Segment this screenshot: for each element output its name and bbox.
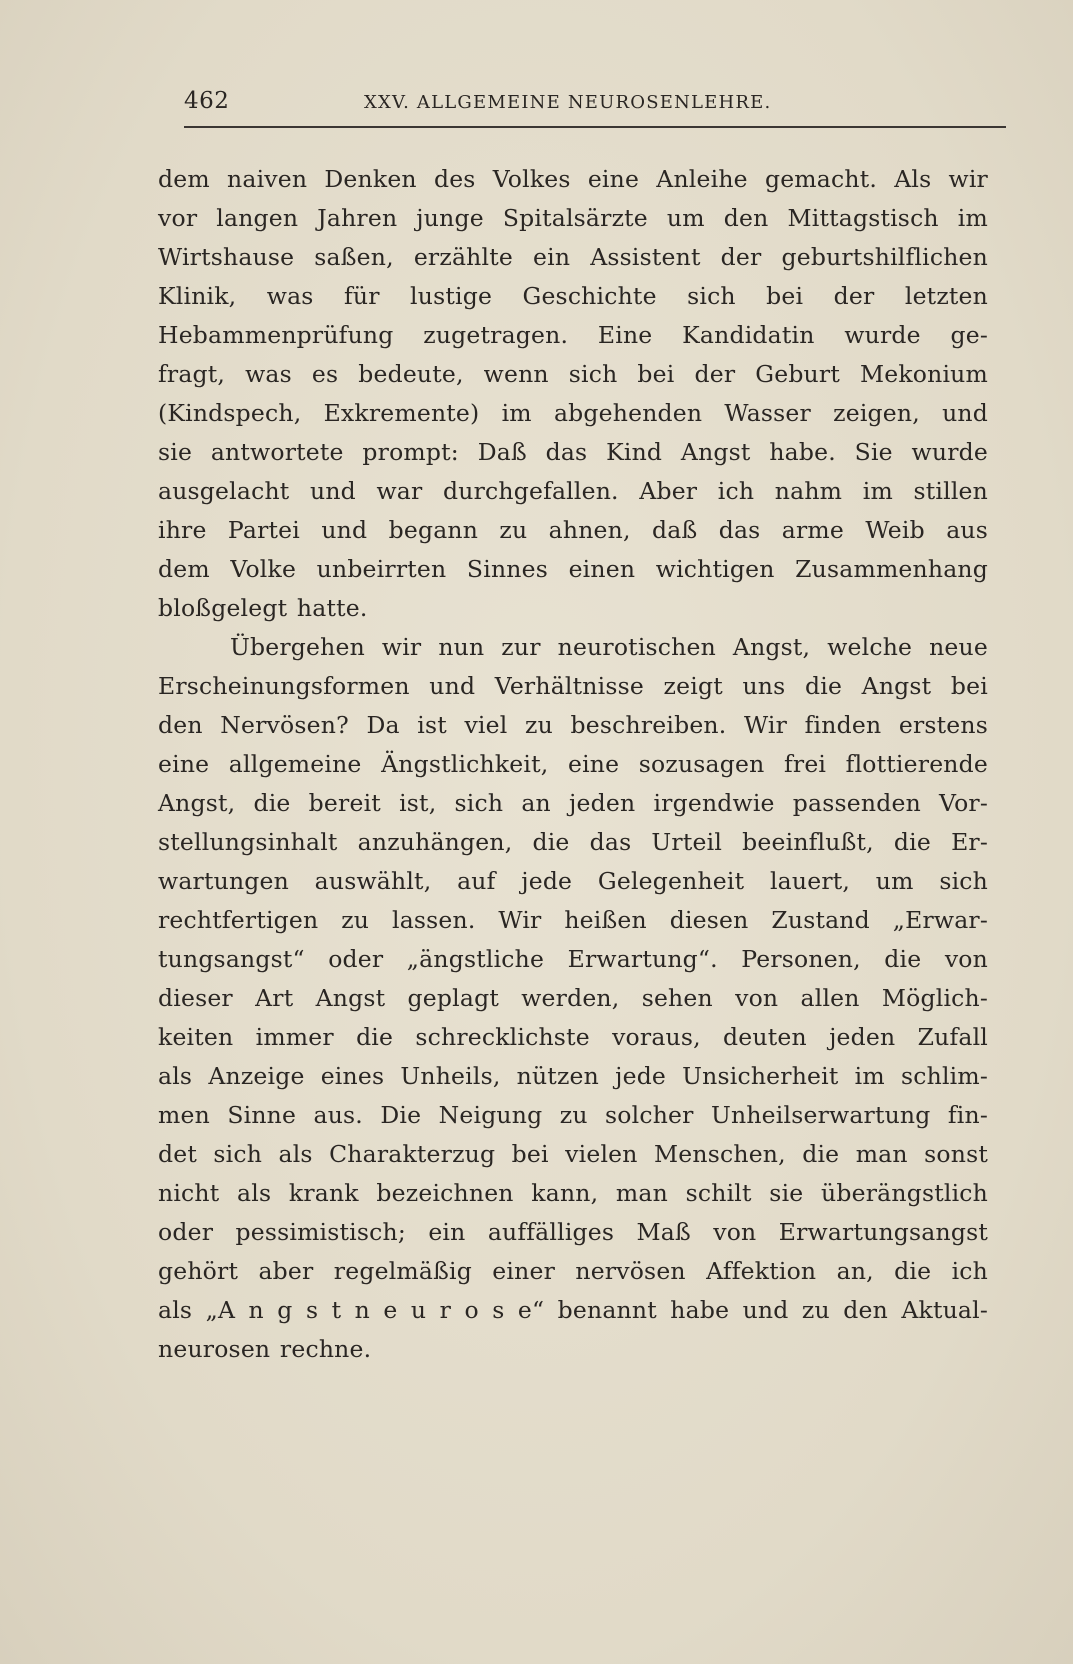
text-line: neurosen rechne.	[158, 1335, 372, 1363]
text-line: men Sinne aus. Die Neigung zu solcher Unheilserwartung fin-	[158, 1101, 988, 1129]
text-line: nicht als krank bezeichnen kann, man schilt sie überängstlich	[158, 1179, 988, 1207]
text-line: dem Volke unbeirrten Sinnes einen wichtigen Zusammenhang	[158, 555, 988, 583]
text-line: als Anzeige eines Unheils, nützen jede Unsicherheit im schlim-	[158, 1062, 988, 1090]
text-line: keiten immer die schrecklichste voraus, deuten jeden Zufall	[158, 1023, 988, 1051]
text-line: Übergehen wir nun zur neurotischen Angst, welche neue	[230, 633, 988, 661]
running-head: XXV. ALLGEMEINE NEUROSENLEHRE.	[364, 92, 772, 113]
text-line: Hebammenprüfung zugetragen. Eine Kandidatin wurde ge-	[158, 321, 988, 349]
text-line: gehört aber regelmäßig einer nervösen Affektion an, die ich	[158, 1257, 988, 1285]
text-line: ausgelacht und war durchgefallen. Aber ich nahm im stillen	[158, 477, 988, 505]
text-line: vor langen Jahren junge Spitalsärzte um den Mittagstisch im	[158, 204, 988, 232]
body-text	[158, 160, 988, 1369]
text-line: bloßgelegt hatte.	[158, 594, 368, 622]
text-line: dieser Art Angst geplagt werden, sehen von allen Möglich-	[158, 984, 988, 1012]
text-line: tungsangst“ oder „ängstliche Erwartung“. Personen, die von	[158, 945, 988, 973]
text-line: Angst, die bereit ist, sich an jeden irgendwie passenden Vor-	[158, 789, 988, 817]
text-line: Erscheinungsformen und Verhältnisse zeigt uns die Angst bei	[158, 672, 988, 700]
text-line: rechtfertigen zu lassen. Wir heißen diesen Zustand „Erwar-	[158, 906, 988, 934]
text-line: Klinik, was für lustige Geschichte sich bei der letzten	[158, 282, 988, 310]
text-line: wartungen auswählt, auf jede Gelegenheit lauert, um sich	[158, 867, 988, 895]
header-rule	[184, 126, 1006, 128]
text-line: dem naiven Denken des Volkes eine Anleihe gemacht. Als wir	[158, 165, 988, 193]
page-number: 462	[184, 88, 230, 114]
text-line: (Kindspech, Exkremente) im abgehenden Wasser zeigen, und	[158, 399, 988, 427]
text-line: eine allgemeine Ängstlichkeit, eine sozusagen frei flottierende	[158, 750, 988, 778]
text-line: stellungsinhalt anzuhängen, die das Urteil beeinflußt, die Er-	[158, 828, 988, 856]
text-line: oder pessimistisch; ein auffälliges Maß von Erwartungsangst	[158, 1218, 988, 1246]
text-line: Wirtshause saßen, erzählte ein Assistent der geburtshilflichen	[158, 243, 988, 271]
text-line: als „A n g s t n e u r o s e“ benannt habe und zu den Aktual-	[158, 1296, 988, 1324]
text-line: fragt, was es bedeute, wenn sich bei der Geburt Mekonium	[158, 360, 988, 388]
text-line: den Nervösen? Da ist viel zu beschreiben. Wir finden erstens	[158, 711, 988, 739]
page-header	[184, 88, 1006, 122]
text-line: ihre Partei und begann zu ahnen, daß das arme Weib aus	[158, 516, 988, 544]
text-line: sie antwortete prompt: Daß das Kind Angst habe. Sie wurde	[158, 438, 988, 466]
text-line: det sich als Charakterzug bei vielen Menschen, die man sonst	[158, 1140, 988, 1168]
